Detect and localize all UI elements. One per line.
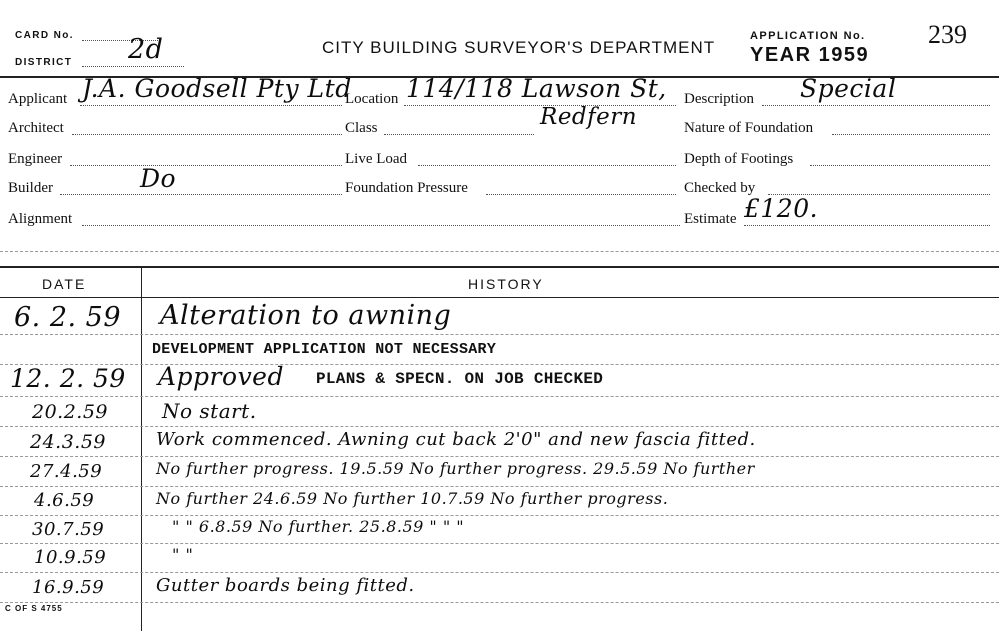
row-rule xyxy=(0,515,999,516)
location-label: Location xyxy=(345,91,399,107)
applicant-value: J.A. Goodsell Pty Ltd xyxy=(82,74,352,103)
row-history-text: " " xyxy=(172,545,194,564)
foundation-pressure-dotline xyxy=(486,194,676,195)
row-rule xyxy=(0,486,999,487)
row-rule xyxy=(0,396,999,397)
description-value: Special xyxy=(800,74,897,103)
applicant-label: Applicant xyxy=(8,91,68,107)
district-dotline xyxy=(82,66,184,67)
alignment-dotline xyxy=(82,225,680,226)
builder-dotline xyxy=(60,194,342,195)
foundation-pressure-label: Foundation Pressure xyxy=(345,180,468,196)
row-history-text: No start. xyxy=(162,399,257,423)
row-rule xyxy=(0,456,999,457)
date-column-header: DATE xyxy=(42,276,87,292)
row-date: 6. 2. 59 xyxy=(14,302,122,333)
location-value-2: Redfern xyxy=(540,104,638,130)
checked-label: Checked by xyxy=(684,180,756,196)
architect-dotline xyxy=(72,134,342,135)
row-history-text: No further 24.6.59 No further 10.7.59 No further progress. xyxy=(156,489,669,508)
row-date: 10.9.59 xyxy=(34,547,107,568)
row-date: 16.9.59 xyxy=(32,577,105,598)
table-top-border xyxy=(0,266,999,268)
card-no-label: CARD No. xyxy=(15,30,74,41)
row-rule xyxy=(0,426,999,427)
department-title: CITY BUILDING SURVEYOR'S DEPARTMENT xyxy=(322,38,716,57)
alignment-label: Alignment xyxy=(8,211,73,227)
district-value: 2d xyxy=(128,34,164,65)
row-rule xyxy=(0,572,999,573)
applicant-dotline xyxy=(80,105,342,106)
architect-label: Architect xyxy=(8,120,64,136)
row-date: 30.7.59 xyxy=(32,519,105,540)
history-column-header: HISTORY xyxy=(468,276,544,292)
estimate-label: Estimate xyxy=(684,211,737,227)
nature-dotline xyxy=(832,134,990,135)
district-label: DISTRICT xyxy=(15,57,73,68)
row-date: 12. 2. 59 xyxy=(10,364,126,393)
application-no-value: 239 xyxy=(928,20,967,49)
engineer-dotline xyxy=(70,165,342,166)
year-label: YEAR 1959 xyxy=(750,44,870,66)
row-rule xyxy=(0,602,999,603)
location-value: 114/118 Lawson St, xyxy=(406,74,667,103)
row-history-text: " " 6.8.59 No further. 25.8.59 " " " xyxy=(172,517,465,536)
live-load-label: Live Load xyxy=(345,151,408,167)
row-rule xyxy=(0,364,999,365)
nature-label: Nature of Foundation xyxy=(684,120,814,136)
row-history-text: Alteration to awning xyxy=(160,300,452,331)
builder-label: Builder xyxy=(8,180,53,196)
engineer-label: Engineer xyxy=(8,151,63,167)
row-history-text: Gutter boards being fitted. xyxy=(156,575,415,596)
form-code: C OF S 4755 xyxy=(5,604,63,613)
row-history-text: No further progress. 19.5.59 No further progress. 29.5.59 No further xyxy=(156,459,755,478)
row-date: 24.3.59 xyxy=(30,431,107,453)
description-label: Description xyxy=(684,91,754,107)
row-stamp: PLANS & SPECN. ON JOB CHECKED xyxy=(316,370,604,388)
class-label: Class xyxy=(345,120,378,136)
row-rule xyxy=(0,543,999,544)
estimate-value: £120. xyxy=(744,194,819,223)
fields-bottom-rule xyxy=(0,251,999,252)
header-row-border xyxy=(0,297,999,298)
builder-value: Do xyxy=(140,164,177,193)
row-stamp: DEVELOPMENT APPLICATION NOT NECESSARY xyxy=(152,341,497,358)
row-rule xyxy=(0,334,999,335)
row-history-text: Work commenced. Awning cut back 2'0" and new fascia fitted. xyxy=(156,429,756,450)
column-divider xyxy=(141,268,142,631)
row-date: 20.2.59 xyxy=(32,401,109,423)
estimate-dotline xyxy=(744,225,990,226)
row-history-text: Approved xyxy=(158,362,284,391)
description-dotline xyxy=(762,105,990,106)
depth-label: Depth of Footings xyxy=(684,151,794,167)
live-load-dotline xyxy=(418,165,676,166)
row-date: 4.6.59 xyxy=(34,490,95,511)
application-no-label: APPLICATION No. xyxy=(750,30,866,42)
depth-dotline xyxy=(810,165,990,166)
row-date: 27.4.59 xyxy=(30,461,103,482)
class-dotline xyxy=(384,134,534,135)
